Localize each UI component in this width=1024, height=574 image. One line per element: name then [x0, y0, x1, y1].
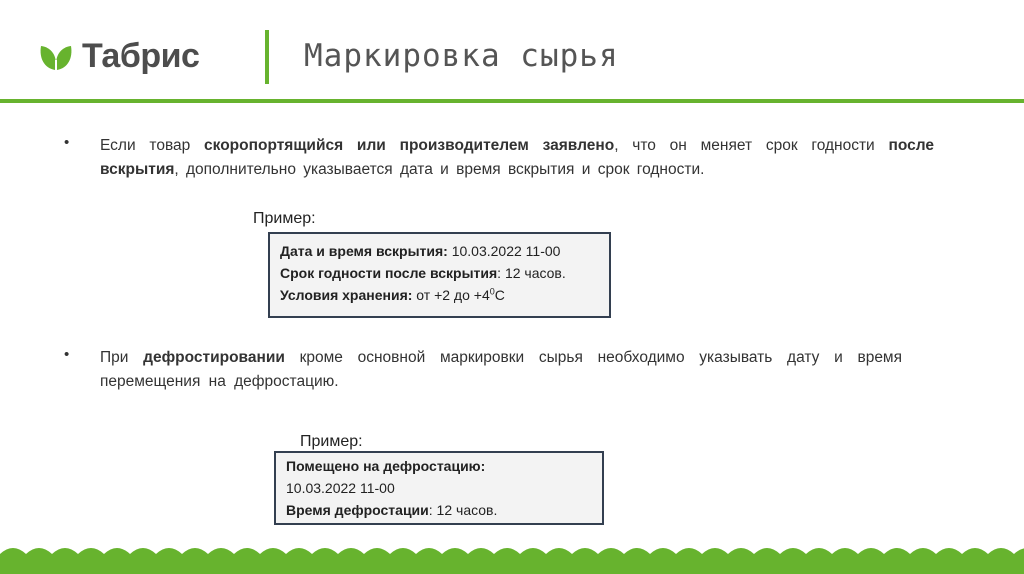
- text-run: Если товар: [100, 137, 205, 154]
- bullet-paragraph-opened-products: [100, 134, 934, 182]
- field-label: Условия хранения:: [280, 287, 413, 303]
- example-label: Пример:: [300, 433, 363, 450]
- shelf-life-row: [280, 262, 599, 284]
- defrost-time-row: [286, 499, 592, 521]
- degree-superscript: 0: [489, 286, 495, 297]
- example-label: Пример:: [253, 210, 316, 227]
- defrost-placed-row: [286, 455, 592, 477]
- field-label: Срок годности после вскрытия: [280, 265, 498, 281]
- field-value: 10.03.2022 11-00: [286, 480, 395, 496]
- bullet-marker: •: [64, 134, 70, 151]
- defrost-datetime-row: [286, 477, 592, 499]
- storage-conditions-row: [280, 284, 599, 306]
- leaf-logo-icon: [38, 38, 74, 74]
- field-value: : 12 часов.: [428, 502, 498, 518]
- field-label: Время дефростации: [286, 502, 429, 518]
- field-label: Дата и время вскрытия:: [280, 243, 448, 259]
- logo-text: Табрис: [82, 36, 200, 75]
- bullet-marker: •: [64, 346, 70, 363]
- field-value: 10.03.2022 11-00: [447, 243, 561, 259]
- company-logo: [38, 36, 199, 76]
- field-value: : 12 часов.: [497, 265, 566, 281]
- slide-title: Маркировка сырья: [304, 38, 619, 74]
- text-run: кроме основной маркировки сырья необходимо указывать дату и время перемещения на дефростацию.: [100, 349, 902, 390]
- bold-text-run: дефростировании: [143, 349, 285, 366]
- example-label-card-opened: [268, 232, 611, 318]
- text-run: , дополнительно указывается дата и время вскрытия и срок годности.: [174, 161, 705, 178]
- unit-text: С: [494, 287, 505, 303]
- example-label-card-defrost: [274, 451, 604, 525]
- text-run: При: [100, 349, 144, 366]
- bold-text-run: скоропортящийся или производителем заявлено: [204, 137, 615, 154]
- footer-grass-wave: [0, 540, 1024, 574]
- header-rule: [0, 99, 1024, 103]
- header-separator: [265, 30, 269, 84]
- opened-datetime-row: [280, 240, 599, 262]
- text-run: , что он меняет срок годности: [614, 137, 889, 154]
- field-label: Помещено на дефростацию:: [286, 458, 486, 474]
- bullet-paragraph-defrosting: [100, 346, 902, 394]
- field-value: от +2 до +4: [412, 287, 490, 303]
- bold-text-run: после вскрытия: [100, 137, 935, 178]
